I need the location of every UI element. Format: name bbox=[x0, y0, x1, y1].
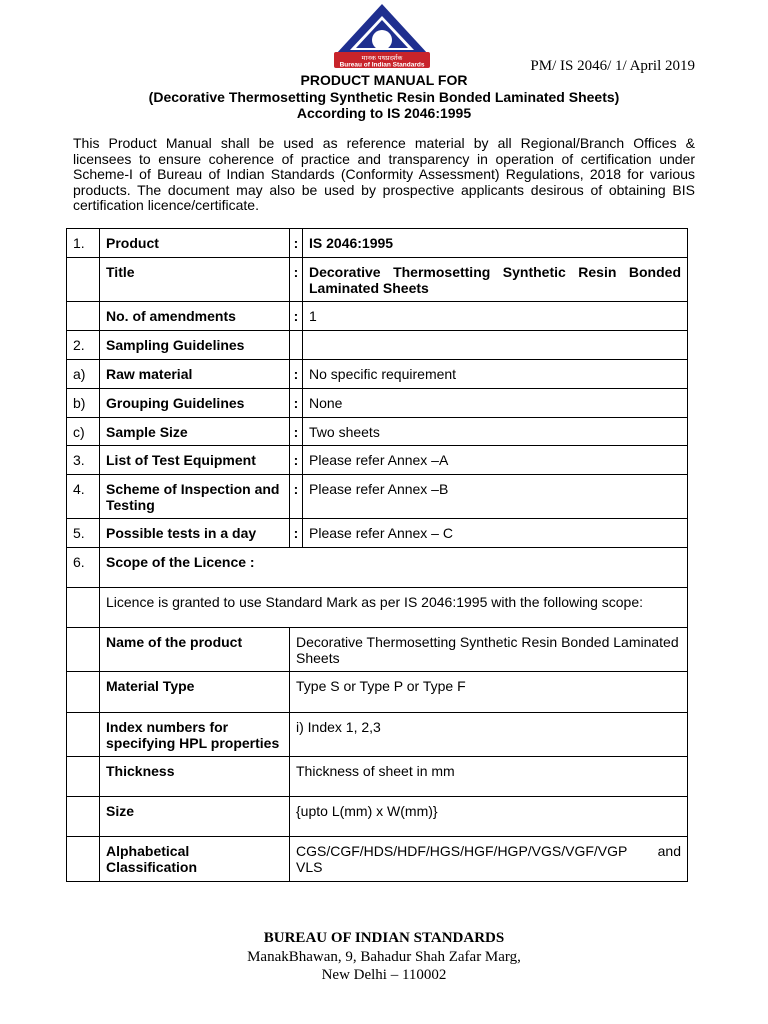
heading-line-3: According to IS 2046:1995 bbox=[296, 105, 472, 121]
row-label: Sample Size bbox=[100, 418, 290, 446]
row-colon: : bbox=[290, 360, 303, 389]
scope-table bbox=[66, 627, 688, 882]
scope-label: Name of the product bbox=[100, 628, 290, 672]
row-colon: : bbox=[290, 418, 303, 446]
scope-value: Decorative Thermosetting Synthetic Resin Bonded Laminated Sheets bbox=[290, 628, 688, 672]
row-label: Possible tests in a day bbox=[100, 519, 290, 548]
row-value: Please refer Annex – C bbox=[303, 519, 688, 548]
footer-address-line-2: New Delhi – 110002 bbox=[321, 967, 447, 983]
row-number bbox=[67, 588, 100, 628]
logo-hindi-text: मानक पथप्रदर्शक bbox=[361, 54, 403, 62]
intro-line: certification licence/certificate. bbox=[73, 197, 259, 213]
row-value: No specific requirement bbox=[303, 360, 688, 389]
row-label: Product bbox=[100, 229, 290, 258]
table-row bbox=[67, 519, 688, 548]
document-heading bbox=[0, 72, 768, 122]
intro-line: Scheme-I of Bureau of Indian Standards (Conformity Assessment) Regulations, 2018 for various bbox=[73, 166, 695, 182]
intro-paragraph bbox=[73, 136, 695, 214]
row-label: Raw material bbox=[100, 360, 290, 389]
scope-row bbox=[67, 837, 688, 882]
row-colon: : bbox=[290, 446, 303, 475]
row-colon: : bbox=[290, 302, 303, 331]
scope-value bbox=[290, 837, 688, 882]
row-number: b) bbox=[67, 389, 100, 418]
table-row bbox=[67, 475, 688, 519]
table-row bbox=[67, 446, 688, 475]
scope-label: Size bbox=[100, 797, 290, 837]
row-number: 1. bbox=[67, 229, 100, 258]
logo-english-text: Bureau of Indian Standards bbox=[339, 61, 425, 69]
table-row bbox=[67, 258, 688, 302]
scope-heading: Scope of the Licence : bbox=[100, 548, 688, 588]
scope-label: Thickness bbox=[100, 757, 290, 797]
table-row bbox=[67, 302, 688, 331]
row-value: 1 bbox=[303, 302, 688, 331]
scope-row bbox=[67, 628, 688, 672]
footer bbox=[0, 929, 768, 985]
row-colon: : bbox=[290, 475, 303, 519]
row-colon: : bbox=[290, 519, 303, 548]
bis-logo bbox=[332, 2, 432, 70]
row-colon: : bbox=[290, 229, 303, 258]
footer-organization: BUREAU OF INDIAN STANDARDS bbox=[263, 930, 505, 946]
scope-label: Alphabetical Classification bbox=[100, 837, 290, 882]
row-label: List of Test Equipment bbox=[100, 446, 290, 475]
row-label: No. of amendments bbox=[100, 302, 290, 331]
row-number: 4. bbox=[67, 475, 100, 519]
row-value: Decorative Thermosetting Synthetic Resin Bonded Laminated Sheets bbox=[303, 258, 688, 302]
row-value: Please refer Annex –B bbox=[303, 475, 688, 519]
row-value: Please refer Annex –A bbox=[303, 446, 688, 475]
row-number: 5. bbox=[67, 519, 100, 548]
scope-row bbox=[67, 797, 688, 837]
row-number: a) bbox=[67, 360, 100, 389]
scope-intro: Licence is granted to use Standard Mark as per IS 2046:1995 with the following scope: bbox=[100, 588, 688, 628]
row-number: c) bbox=[67, 418, 100, 446]
table-row bbox=[67, 229, 688, 258]
scope-value: Thickness of sheet in mm bbox=[290, 757, 688, 797]
scope-label: Material Type bbox=[100, 672, 290, 713]
row-colon: : bbox=[290, 389, 303, 418]
scope-label: Index numbers for specifying HPL properties bbox=[100, 713, 290, 757]
footer-address-line-1: ManakBhawan, 9, Bahadur Shah Zafar Marg, bbox=[247, 948, 521, 965]
table-row bbox=[67, 548, 688, 588]
scope-value: i) Index 1, 2,3 bbox=[290, 713, 688, 757]
table-row bbox=[67, 418, 688, 446]
row-colon bbox=[290, 331, 303, 360]
scope-value-line: VLS bbox=[296, 859, 323, 875]
table-row bbox=[67, 389, 688, 418]
scope-value-line: CGS/CGF/HDS/HDF/HGS/HGF/HGP/VGS/VGF/VGP and bbox=[296, 843, 681, 859]
scope-value: {upto L(mm) x W(mm)} bbox=[290, 797, 688, 837]
row-number bbox=[67, 302, 100, 331]
scope-row bbox=[67, 672, 688, 713]
row-label: Title bbox=[100, 258, 290, 302]
row-value: IS 2046:1995 bbox=[303, 229, 688, 258]
scope-value: Type S or Type P or Type F bbox=[290, 672, 688, 713]
document-reference: PM/ IS 2046/ 1/ April 2019 bbox=[530, 58, 695, 74]
intro-line: This Product Manual shall be used as reference material by all Regional/Branch Offices & bbox=[73, 135, 695, 151]
row-number: 3. bbox=[67, 446, 100, 475]
row-number bbox=[67, 258, 100, 302]
product-details-table bbox=[66, 228, 688, 628]
heading-line-2: (Decorative Thermosetting Synthetic Resin Bonded Laminated Sheets) bbox=[148, 88, 620, 105]
row-value bbox=[303, 331, 688, 360]
row-label: Sampling Guidelines bbox=[100, 331, 290, 360]
table-row bbox=[67, 331, 688, 360]
row-value: Two sheets bbox=[303, 418, 688, 446]
row-value: None bbox=[303, 389, 688, 418]
row-label: Grouping Guidelines bbox=[100, 389, 290, 418]
table-row bbox=[67, 360, 688, 389]
row-label: Scheme of Inspection and Testing bbox=[100, 475, 290, 519]
table-row bbox=[67, 588, 688, 628]
intro-line: products. The document may also be used by prospective applicants desirous of obtaining BIS bbox=[73, 181, 695, 198]
row-colon: : bbox=[290, 258, 303, 302]
row-number: 2. bbox=[67, 331, 100, 360]
row-number: 6. bbox=[67, 548, 100, 588]
heading-line-1: PRODUCT MANUAL FOR bbox=[300, 72, 468, 88]
scope-row bbox=[67, 757, 688, 797]
scope-row bbox=[67, 713, 688, 757]
intro-line: licensees to ensure coherence of practice and transparency in operation of certification under bbox=[73, 150, 695, 167]
